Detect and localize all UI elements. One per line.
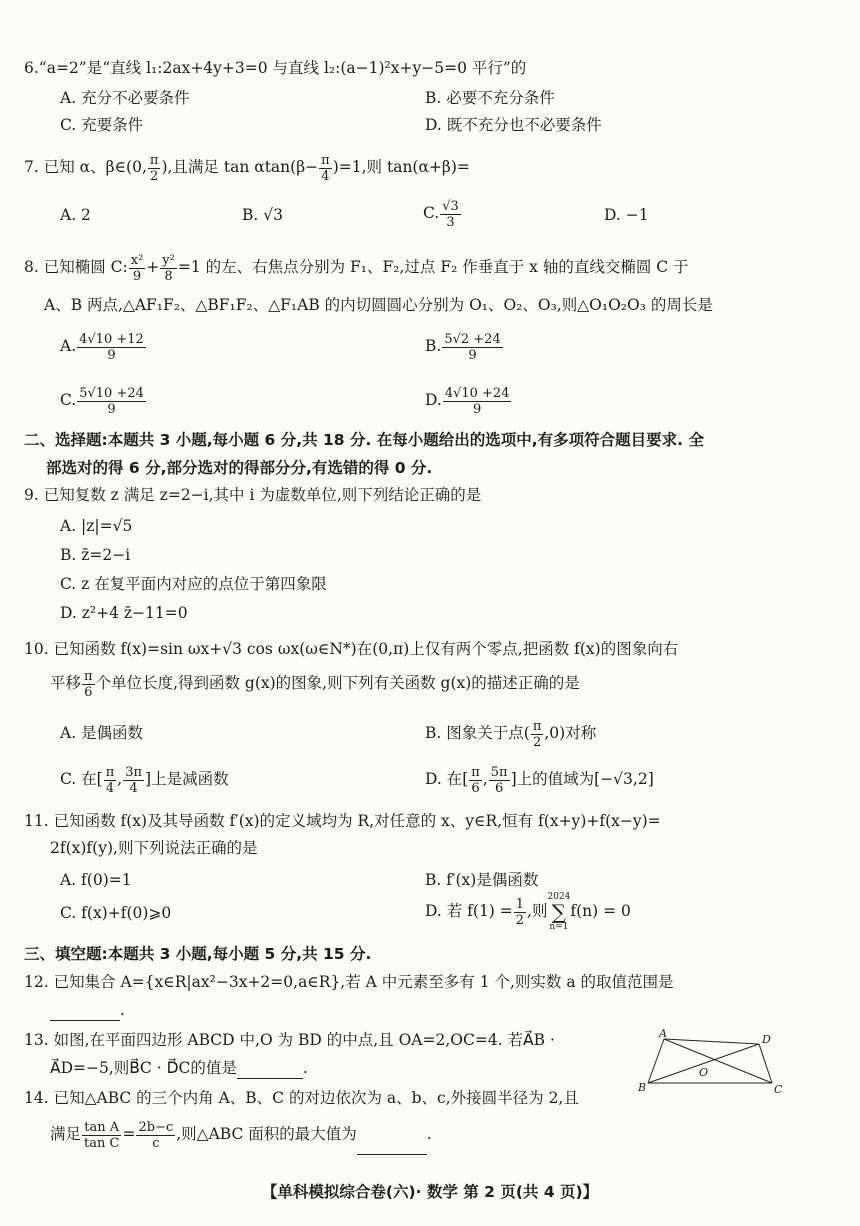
label-d: D xyxy=(762,1033,771,1046)
label-c: C xyxy=(774,1083,783,1096)
q8-option-b: B. $\frac{5√2 +24}{9}$ xyxy=(425,331,501,363)
q7-stem: 7. 已知 α、β∈(0, $\frac{\pi}{2}$ ),且满足 tan αtan(β− $\frac{\pi}{4}$ )=1,则 tan(α+β)= xyxy=(24,152,470,184)
section-3-heading: 三、填空题:本题共 3 小题,每小题 5 分,共 15 分. xyxy=(24,945,372,963)
q10-option-c: C. 在[ $\frac{\pi}{4}$ , $\frac{3\pi}{4}$ ]上是减函数 xyxy=(60,764,229,796)
label-o: O xyxy=(699,1066,709,1079)
q11-stem-line2: 2f(x)f(y),则下列说法正确的是 xyxy=(50,839,258,857)
q14-stem-line2: 满足 $\frac{\text{tan A}}{\text{tan C}}$ = $\frac{2b-c}{c}$ ,则△ABC 面积的最大值为 . xyxy=(50,1114,432,1155)
label-a: A xyxy=(659,1027,667,1040)
q6-option-b: B. 必要不充分条件 xyxy=(425,89,555,107)
q8-option-a: A. $\frac{4√10 +12}{9}$ xyxy=(60,331,144,363)
quadrilateral-diagram xyxy=(638,1027,798,1097)
q11-option-a: A. f(0)=1 xyxy=(60,871,132,889)
section-2-heading: 二、选择题:本题共 3 小题,每小题 6 分,共 18 分. 在每小题给出的选项中,有多项符合题目要求. 全 xyxy=(24,431,704,449)
q7-option-d: D. −1 xyxy=(604,206,649,224)
q13-stem-line2: A⃗D=−5,则B⃗C · D⃗C的值是 . xyxy=(50,1059,308,1077)
q7-option-c: C. $\frac{√3}{3}$ xyxy=(423,198,459,230)
q8-option-c: C. $\frac{5√10 +24}{9}$ xyxy=(60,385,144,417)
q11-option-c: C. f(x)+f(0)⩾0 xyxy=(60,904,172,922)
q6-stem: 6.“a=2”是“直线 l₁:2ax+4y+3=0 与直线 l₂:(a−1)²x+y−5=0 平行”的 xyxy=(24,59,527,77)
q9-option-c: C. z 在复平面内对应的点位于第四象限 xyxy=(60,575,327,593)
q13-answer-blank[interactable] xyxy=(237,1058,303,1079)
section-2-heading-cont: 部选对的得 6 分,部分选对的得部分分,有选错的得 0 分. xyxy=(46,459,433,477)
q10-stem-line1: 10. 已知函数 f(x)=sin ωx+√3 cos ωx(ω∈N*)在(0,π)上仅有两个零点,把函数 f(x)的图象向右 xyxy=(24,640,679,658)
q10-option-b: B. 图象关于点( $\frac{\pi}{2}$ ,0)对称 xyxy=(425,718,597,750)
q6-option-c: C. 充要条件 xyxy=(60,116,144,134)
summation-symbol: 2024 ∑ n=1 xyxy=(547,892,571,932)
q8-stem-line1: 8. 已知椭圆 C: $\frac{\text{x²}}{9}$ + $\frac{\text{y²}}{8}$ =1 的左、右焦点分别为 F₁、F₂,过点 F₂ 作垂直于 x 轴的直线交椭圆 C 于 xyxy=(24,252,689,284)
page-footer: 【单科模拟综合卷(六)· 数学 第 2 页(共 4 页)】 xyxy=(261,1183,599,1201)
q10-stem-line2: 平移 $\frac{\pi}{6}$ 个单位长度,得到函数 g(x)的图象,则下列有关函数 g(x)的描述正确的是 xyxy=(50,668,580,700)
q8-stem-line2: A、B 两点,△AF₁F₂、△BF₁F₂、△F₁AB 的内切圆圆心分别为 O₁、O₂、O₃,则△O₁O₂O₃ 的周长是 xyxy=(44,296,713,314)
q7-frac-pi-2: $\frac{\pi}{2}$ xyxy=(149,152,159,184)
q12-answer-blank[interactable] xyxy=(50,1000,120,1021)
q11-option-d: D. 若 f(1) = $\frac{1}{2}$ ,则2024 ∑ n=1f(n) = 0 xyxy=(425,892,631,932)
q11-stem-line1: 11. 已知函数 f(x)及其导函数 f′(x)的定义域均为 R,对任意的 x、y∈R,恒有 f(x+y)+f(x−y)= xyxy=(24,812,661,830)
q8-option-d: D. $\frac{4√10 +24}{9}$ xyxy=(425,385,510,417)
q10-option-a: A. 是偶函数 xyxy=(60,724,144,742)
q12-stem-line1: 12. 已知集合 A={x∈R|ax²−3x+2=0,a∈R},若 A 中元素至多有 1 个,则实数 a 的取值范围是 xyxy=(24,973,674,991)
q9-option-d: D. z²+4 z̄−11=0 xyxy=(60,604,188,622)
q7-frac-pi-4: $\frac{\pi}{4}$ xyxy=(321,152,330,184)
q14-stem-line1: 14. 已知△ABC 的三个内角 A、B、C 的对边依次为 a、b、c,外接圆半径为 2,且 xyxy=(24,1089,579,1107)
q6-option-a: A. 充分不必要条件 xyxy=(60,89,190,107)
q9-option-b: B. z̄=2−i xyxy=(60,546,131,564)
q6-option-d: D. 既不充分也不必要条件 xyxy=(425,116,602,134)
q14-answer-blank[interactable] xyxy=(357,1114,427,1155)
q11-option-b: B. f′(x)是偶函数 xyxy=(425,871,539,889)
q9-stem: 9. 已知复数 z 满足 z=2−i,其中 i 为虚数单位,则下列结论正确的是 xyxy=(24,486,482,504)
q7-option-a: A. 2 xyxy=(60,206,91,224)
q12-stem-line2: . xyxy=(50,1000,125,1021)
q9-option-a: A. |z|=√5 xyxy=(60,517,133,535)
label-b: B xyxy=(638,1081,647,1094)
q7-option-b: B. √3 xyxy=(242,206,283,224)
q10-option-d: D. 在[ $\frac{\pi}{6}$ , $\frac{5\pi}{6}$ ]上的值域为[−√3,2] xyxy=(425,764,654,796)
q13-stem-line1: 13. 如图,在平面四边形 ABCD 中,O 为 BD 的中点,且 OA=2,OC=4. 若A⃗B · xyxy=(24,1031,555,1049)
